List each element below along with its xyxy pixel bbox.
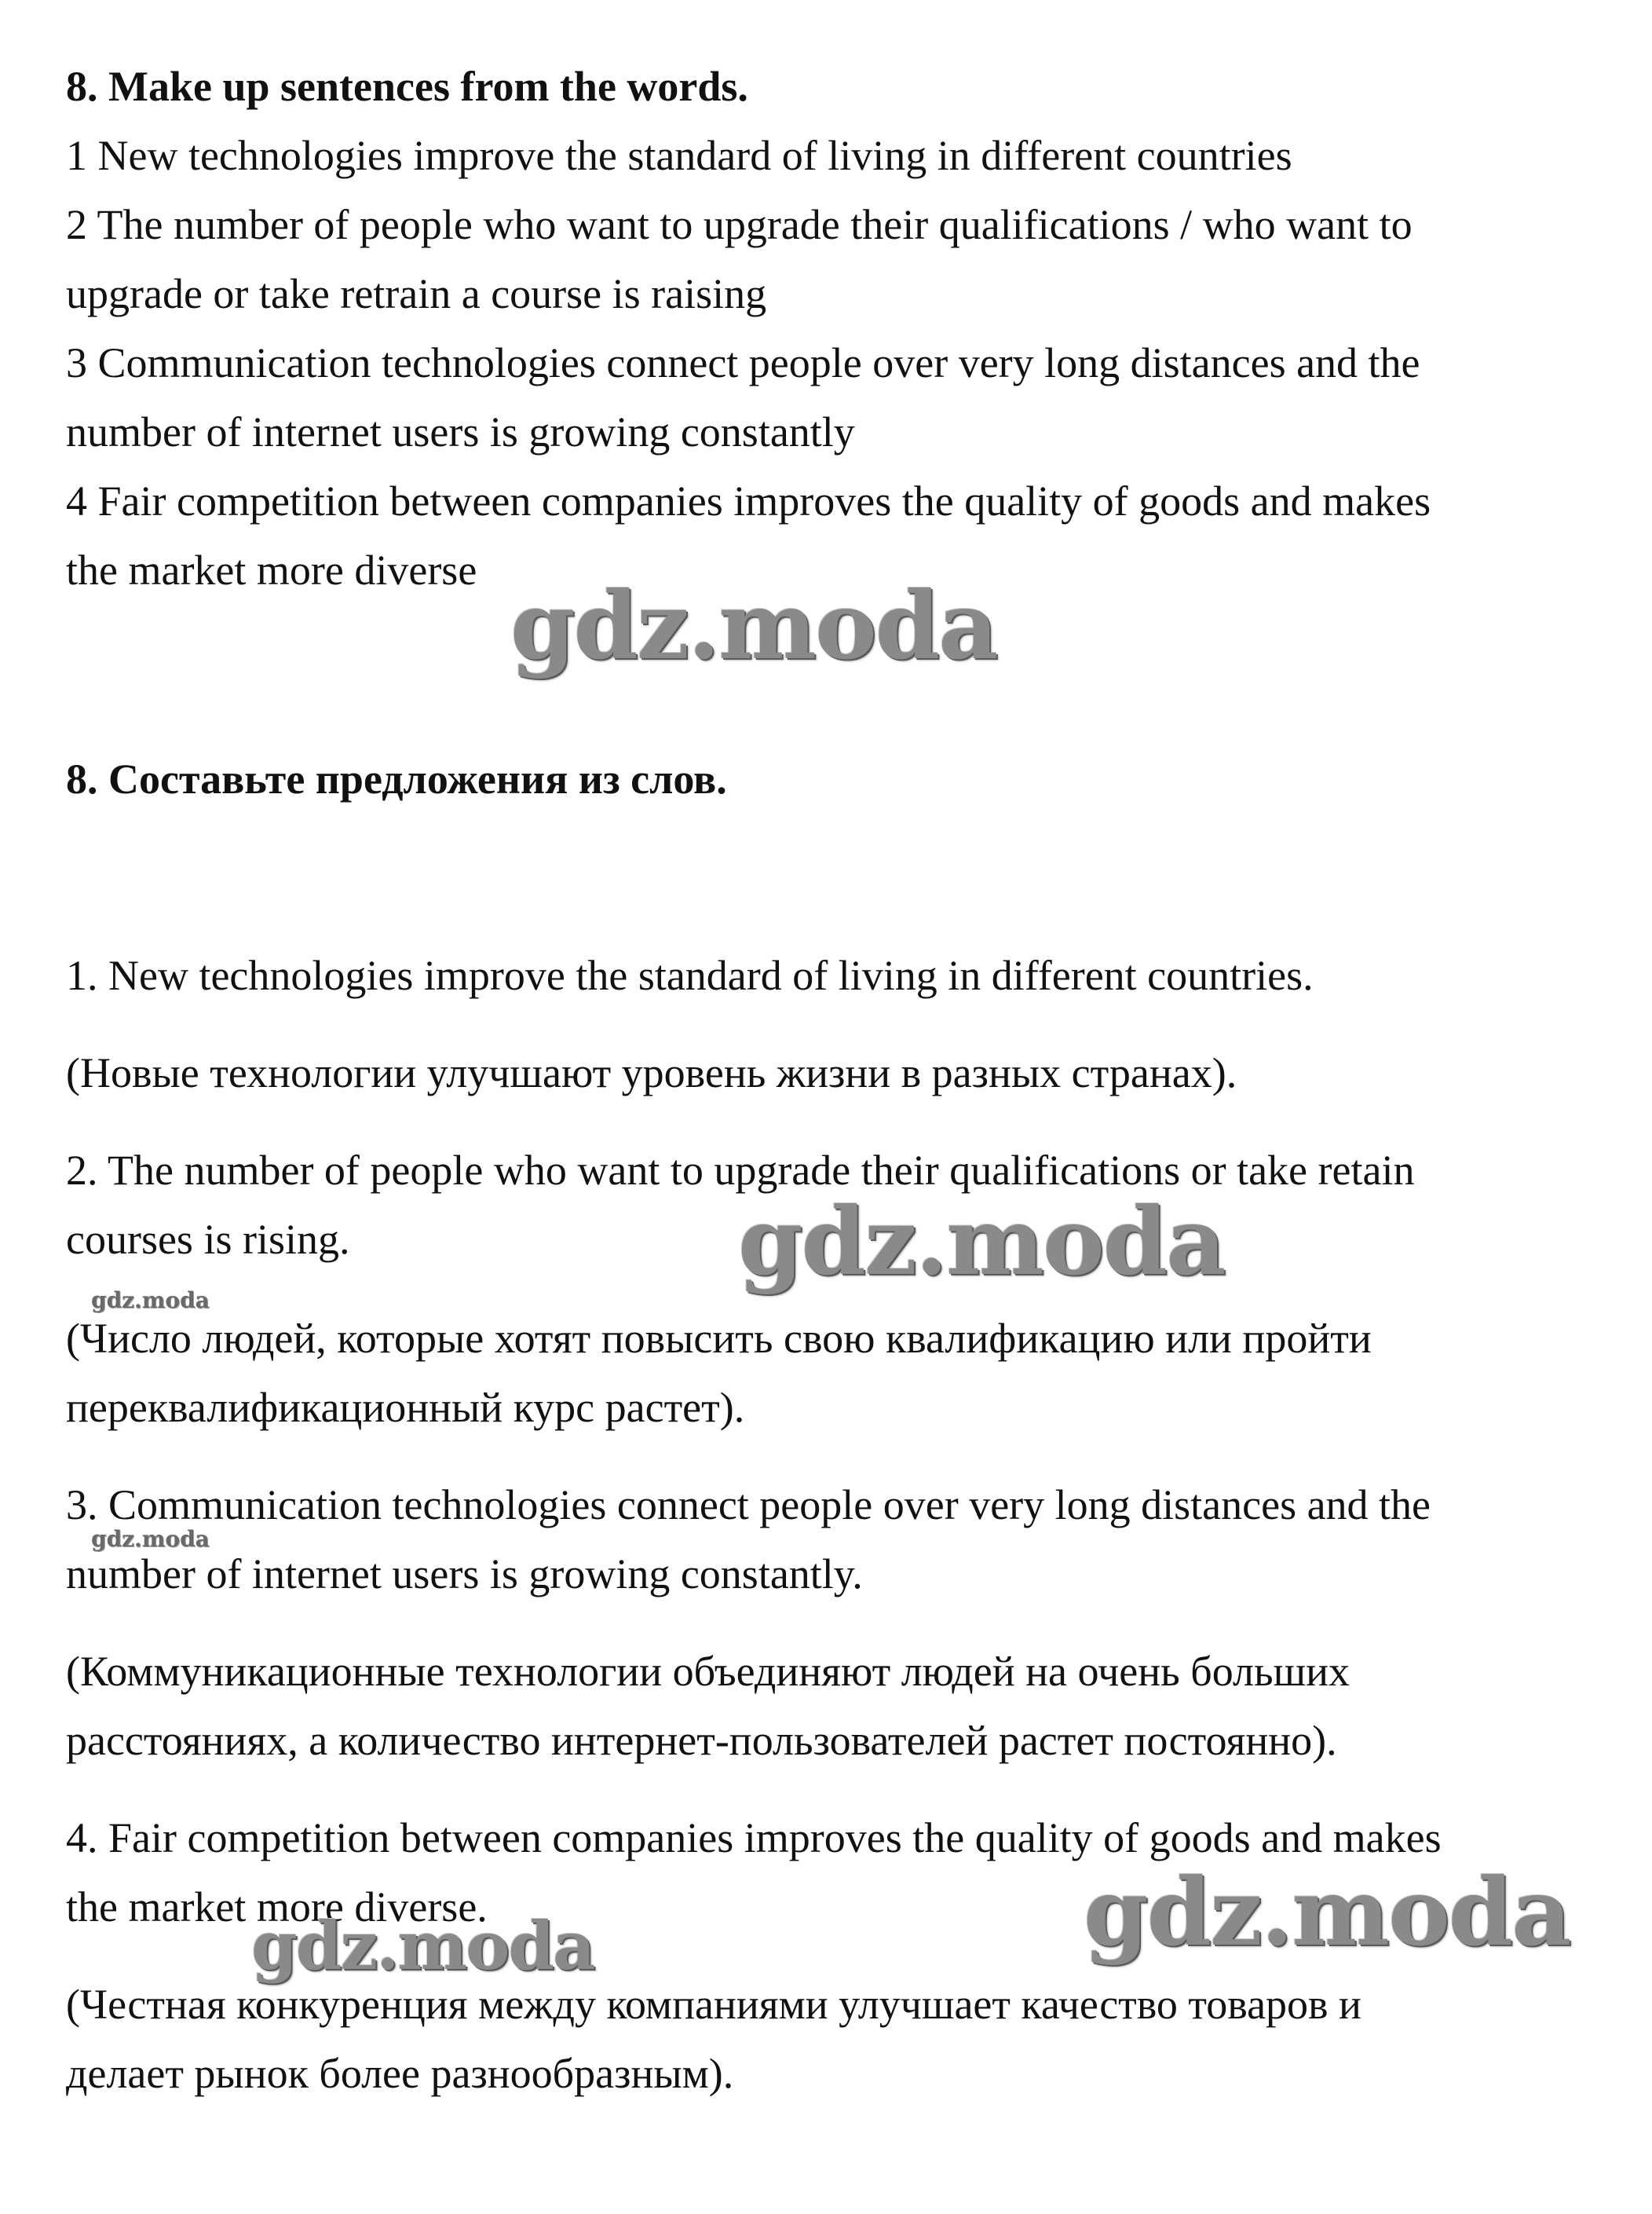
english-task-line-2: 2 The number of people who want to upgrade their qualifications / who want to bbox=[66, 201, 1413, 248]
english-task-heading: 8. Make up sentences from the words. bbox=[66, 63, 748, 110]
watermark-gdz-moda-4: gdz.moda bbox=[251, 1907, 594, 1985]
answer-2-ru-line-1: (Число людей, которые хотят повысить свою квалификацию или пройти bbox=[66, 1315, 1372, 1362]
watermark-gdz-moda-2: gdz.moda bbox=[738, 1187, 1225, 1296]
russian-task-heading: 8. Составьте предложения из слов. bbox=[66, 756, 727, 803]
watermark-gdz-moda-3: gdz.moda bbox=[1084, 1857, 1570, 1967]
answer-2-en-line-2: courses is rising. bbox=[66, 1216, 350, 1263]
answer-3-ru-line-1: (Коммуникационные технологии объединяют людей на очень больших bbox=[66, 1648, 1350, 1695]
answer-4-ru-line-2: делает рынок более разнообразным). bbox=[66, 2050, 734, 2097]
english-task-line-6: 4 Fair competition between companies improves the quality of goods and makes bbox=[66, 478, 1431, 525]
english-task-line-5: number of internet users is growing constantly bbox=[66, 408, 855, 456]
answer-4-en-line-2: the market more diverse. bbox=[66, 1883, 488, 1930]
answer-4-en-line-1: 4. Fair competition between companies improves the quality of goods and makes bbox=[66, 1814, 1442, 1861]
answer-2-en-line-1: 2. The number of people who want to upgrade their qualifications or take retain bbox=[66, 1147, 1415, 1194]
watermark-small-1: gdz.moda bbox=[91, 1287, 210, 1313]
answer-1-ru-line-1: (Новые технологии улучшают уровень жизни в разных странах). bbox=[66, 1049, 1237, 1096]
answer-1-en-line-1: 1. New technologies improve the standard of living in different countries. bbox=[66, 952, 1314, 999]
answer-4-ru-line-1: (Честная конкуренция между компаниями улучшает качество товаров и bbox=[66, 1981, 1361, 2028]
answer-2-ru-line-2: переквалификационный курс растет). bbox=[66, 1384, 745, 1431]
answer-3-en-line-1: 3. Communication technologies connect people over very long distances and the bbox=[66, 1481, 1431, 1528]
watermark-small-2: gdz.moda bbox=[91, 1526, 210, 1552]
english-task-line-1: 1 New technologies improve the standard of living in different countries bbox=[66, 132, 1292, 179]
answer-3-en-line-2: number of internet users is growing constantly. bbox=[66, 1550, 863, 1597]
answer-3-ru-line-2: расстояниях, а количество интернет-пользователей растет постоянно). bbox=[66, 1717, 1337, 1764]
english-task-line-3: upgrade or take retrain a course is raising bbox=[66, 270, 767, 317]
watermark-gdz-moda-1: gdz.moda bbox=[510, 571, 997, 680]
english-task-line-4: 3 Communication technologies connect people over very long distances and the bbox=[66, 339, 1420, 386]
english-task-line-7: the market more diverse bbox=[66, 547, 477, 594]
